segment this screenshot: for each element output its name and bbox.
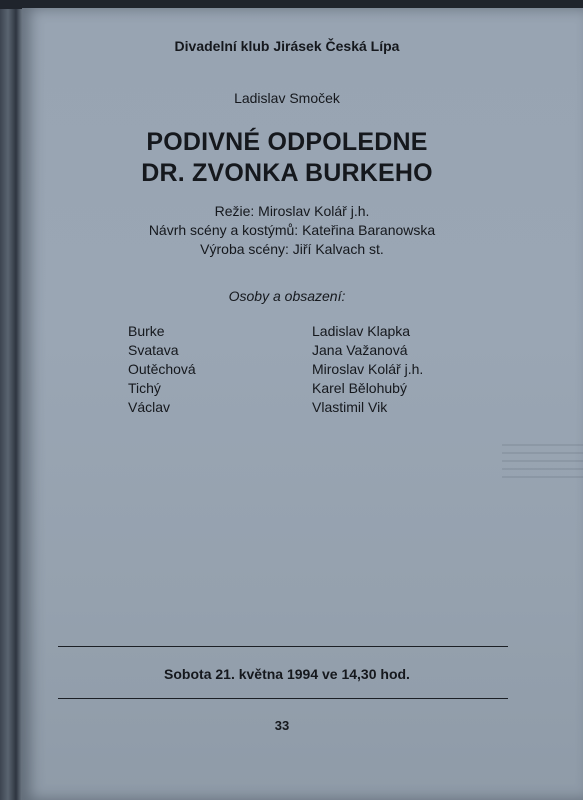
cast-role: Burke — [128, 323, 165, 339]
divider-bottom — [58, 698, 508, 699]
cast-actor: Vlastimil Vik — [312, 399, 388, 415]
credit-set-construction: Výroba scény: Jiří Kalvach st. — [200, 241, 384, 257]
credit-design: Návrh scény a kostýmů: Kateřina Baranowska — [148, 222, 436, 238]
cast-row — [128, 322, 458, 341]
program-page — [22, 8, 583, 800]
cast-actor: Karel Bělohubý — [312, 380, 407, 396]
cast-row — [128, 341, 458, 360]
performance-date: Sobota 21. května 1994 ve 14,30 hod. — [164, 666, 410, 682]
cast-row — [128, 360, 458, 379]
cast-role: Václav — [128, 399, 171, 415]
cast-role: Svatava — [128, 342, 179, 358]
theatre-club-name: Divadelní klub Jirásek Česká Lípa — [174, 38, 400, 54]
cast-row — [128, 379, 458, 398]
show-through-text — [502, 438, 583, 518]
play-title-line-1: PODIVNÉ ODPOLEDNE — [146, 128, 428, 156]
cast-actor: Ladislav Klapka — [312, 323, 411, 339]
cast-role: Outěchová — [128, 361, 196, 377]
credit-director: Režie: Miroslav Kolář j.h. — [214, 203, 370, 219]
divider-top — [58, 646, 508, 647]
page-number: 33 — [274, 718, 290, 733]
play-title-line-2: DR. ZVONKA BURKEHO — [141, 159, 433, 187]
cast-heading: Osoby a obsazení: — [228, 288, 346, 304]
cast-list — [128, 322, 458, 417]
cast-row — [128, 398, 458, 417]
cast-role: Tichý — [128, 380, 161, 396]
cast-actor: Miroslav Kolář j.h. — [312, 361, 424, 377]
cast-actor: Jana Važanová — [312, 342, 408, 358]
playwright-name: Ladislav Smoček — [234, 90, 340, 106]
